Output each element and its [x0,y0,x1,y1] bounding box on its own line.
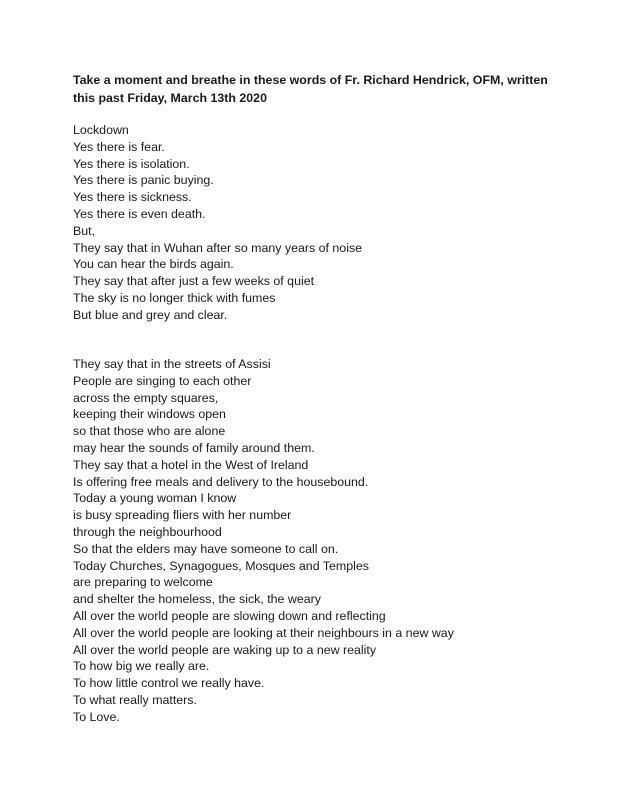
poem-line: Yes there is even death. [73,206,206,221]
poem-line: You can hear the birds again. [73,257,234,272]
poem-line: Yes there is panic buying. [73,173,214,188]
poem-line: The sky is no longer thick with fumes [73,290,276,305]
poem-line: They say that in Wuhan after so many years of noise [73,240,363,255]
poem-line: Yes there is isolation. [73,156,190,171]
poem-line: They say that a hotel in the West of Ireland [73,457,309,472]
poem-line: They say that after just a few weeks of quiet [73,274,315,289]
poem-line: But, [73,223,96,238]
poem-line: To Love. [73,709,120,724]
poem-line: All over the world people are looking at their neighbours in a new way [73,625,454,640]
poem-line: are preparing to welcome [73,575,213,590]
poem-line: All over the world people are slowing down and reflecting [73,608,386,623]
poem-line: so that those who are alone [73,424,226,439]
poem-line: All over the world people are waking up to a new reality [73,642,377,657]
poem-line: is busy spreading fliers with her number [73,508,292,523]
intro-heading-line-1: Take a moment and breathe in these words of Fr. Richard Hendrick, OFM, written [73,73,548,87]
poem-line: and shelter the homeless, the sick, the weary [73,592,321,607]
poem-line: Today a young woman I know [73,491,237,506]
poem-line: Yes there is fear. [73,139,165,154]
poem-line: keeping their windows open [73,407,226,422]
intro-heading-line-2: this past Friday, March 13th 2020 [73,90,267,105]
poem-line: To what really matters. [73,692,197,707]
poem-line: across the empty squares, [73,390,219,405]
poem-line: People are singing to each other [73,373,252,388]
poem-line: To how little control we really have. [73,676,265,691]
poem-line: Lockdown [73,123,129,137]
poem-line: Today Churches, Synagogues, Mosques and Temples [73,558,369,573]
poem-line: To how big we really are. [73,659,210,674]
intro-heading [73,72,553,107]
poem-line: So that the elders may have someone to call on. [73,541,339,556]
poem-line: Yes there is sickness. [73,190,192,205]
poem-stanza-2 [73,356,454,726]
poem-line: may hear the sounds of family around them. [73,440,315,455]
poem-line: through the neighbourhood [73,524,222,539]
poem-line: But blue and grey and clear. [73,307,228,322]
poem-line: They say that in the streets of Assisi [73,357,271,371]
poem-stanza-1 [73,122,362,324]
poem-line: Is offering free meals and delivery to the housebound. [73,474,369,489]
